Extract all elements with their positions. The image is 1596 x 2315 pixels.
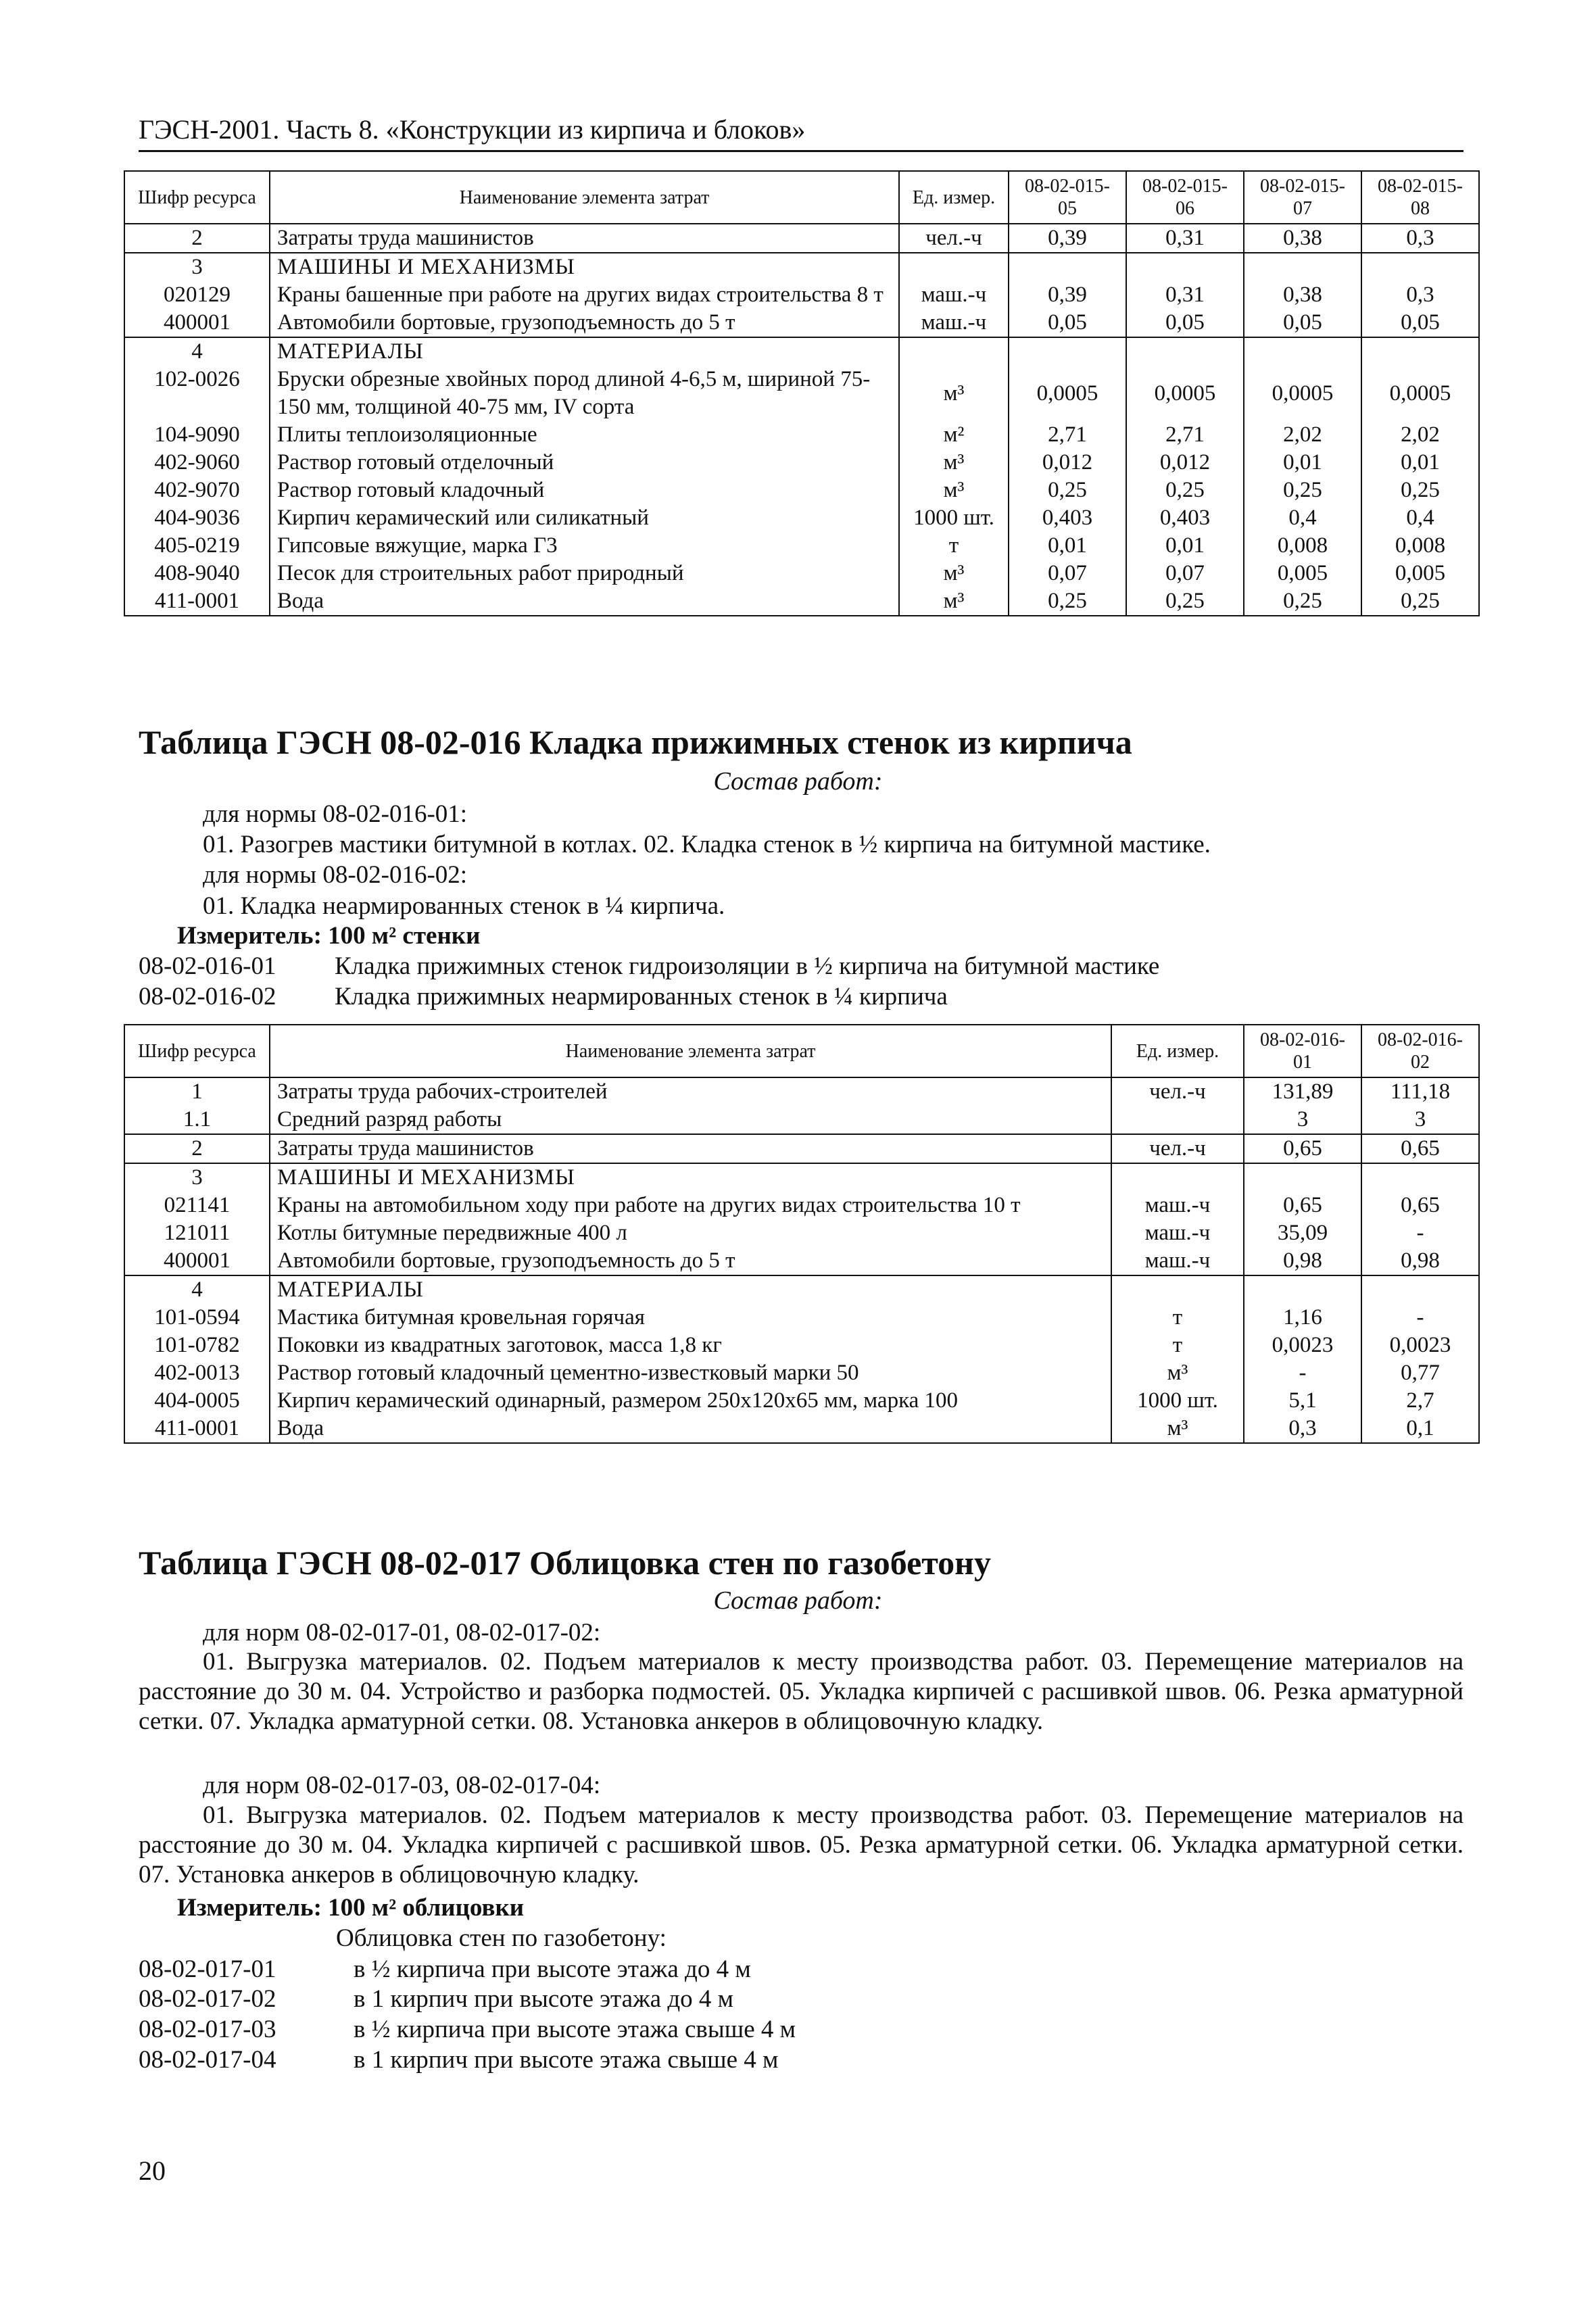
row-value: 2,7 bbox=[1361, 1387, 1479, 1415]
row-code: 411-0001 bbox=[124, 1415, 270, 1443]
norm-text: в ½ кирпича при высоте этажа до 4 м bbox=[354, 1955, 751, 1983]
row-unit bbox=[1111, 1275, 1244, 1304]
row-value: 0,008 bbox=[1361, 532, 1479, 560]
work-description bbox=[139, 1647, 1464, 1736]
row-value: 0,65 bbox=[1361, 1192, 1479, 1219]
row-value: 0,3 bbox=[1361, 281, 1479, 309]
header-col: 08-02-015-06 bbox=[1126, 171, 1244, 224]
row-value: 111,18 bbox=[1361, 1077, 1479, 1106]
row-name: Кирпич керамический одинарный, размером 250x120x65 мм, марка 100 bbox=[270, 1387, 1111, 1415]
norm-text: в ½ кирпича при высоте этажа свыше 4 м bbox=[354, 2016, 796, 2043]
row-value: 0,25 bbox=[1244, 587, 1361, 616]
row-code: 404-9036 bbox=[124, 504, 270, 532]
row-name: Краны на автомобильном ходу при работе на других видах строительства 10 т bbox=[270, 1192, 1111, 1219]
group-heading: МАШИНЫ И МЕХАНИЗМЫ bbox=[270, 253, 899, 281]
row-value: 0,25 bbox=[1009, 477, 1126, 504]
row-name: Затраты труда рабочих-строителей bbox=[270, 1077, 1111, 1106]
header-unit: Ед. измер. bbox=[1111, 1025, 1244, 1077]
row-unit: маш.-ч bbox=[1111, 1247, 1244, 1275]
table-row bbox=[124, 449, 1479, 477]
row-value bbox=[1244, 253, 1361, 281]
table-row bbox=[124, 1359, 1479, 1387]
row-unit: т bbox=[1111, 1304, 1244, 1332]
row-code: 020129 bbox=[124, 281, 270, 309]
norm-item bbox=[139, 1954, 751, 1984]
norm-item bbox=[139, 2045, 778, 2075]
row-value: 0,403 bbox=[1009, 504, 1126, 532]
row-name: Мастика битумная кровельная горячая bbox=[270, 1304, 1111, 1332]
row-code: 405-0219 bbox=[124, 532, 270, 560]
row-value: 131,89 bbox=[1244, 1077, 1361, 1106]
work-composition-label: Состав работ: bbox=[713, 1586, 883, 1615]
page-number: 20 bbox=[139, 2155, 166, 2186]
row-code: 400001 bbox=[124, 1247, 270, 1275]
norm-item bbox=[139, 981, 948, 1012]
row-name: Затраты труда машинистов bbox=[270, 1134, 1111, 1163]
row-unit: чел.-ч bbox=[899, 224, 1009, 253]
row-name: Котлы битумные передвижные 400 л bbox=[270, 1219, 1111, 1247]
norm-text: в 1 кирпич при высоте этажа свыше 4 м bbox=[354, 2046, 779, 2074]
table-header-row bbox=[124, 171, 1479, 224]
norm-item bbox=[139, 1984, 733, 2014]
row-value: 0,25 bbox=[1126, 587, 1244, 616]
header-name: Наименование элемента затрат bbox=[270, 171, 899, 224]
group-heading: МАТЕРИАЛЫ bbox=[270, 337, 899, 366]
table-row bbox=[124, 1106, 1479, 1134]
work-description: 01. Разогрев мастики битумной в котлах. 02. Кладка стенок в ½ кирпича на битумной мастике. bbox=[203, 831, 1211, 858]
norm-text: Кладка прижимных стенок гидроизоляции в ½ кирпича на битумной мастике bbox=[335, 952, 1160, 980]
table-header-row bbox=[124, 1025, 1479, 1077]
row-unit: м³ bbox=[1111, 1415, 1244, 1443]
row-value: 0,01 bbox=[1361, 449, 1479, 477]
row-value: 0,65 bbox=[1244, 1134, 1361, 1163]
row-code: 121011 bbox=[124, 1219, 270, 1247]
row-value: 0,31 bbox=[1126, 281, 1244, 309]
norm-label: для нормы 08-02-016-02: bbox=[203, 861, 468, 889]
table-row bbox=[124, 421, 1479, 449]
table-row bbox=[124, 1304, 1479, 1332]
row-unit: м³ bbox=[899, 587, 1009, 616]
row-unit bbox=[899, 337, 1009, 366]
row-name: Кирпич керамический или силикатный bbox=[270, 504, 899, 532]
norm-code: 08-02-016-01 bbox=[139, 952, 276, 980]
row-code: 402-9070 bbox=[124, 477, 270, 504]
row-name: Бруски обрезные хвойных пород длиной 4-6,5 м, шириной 75-150 мм, толщиной 40-75 мм, IV сорта bbox=[270, 366, 899, 421]
row-value: 0,01 bbox=[1126, 532, 1244, 560]
row-value: 0,07 bbox=[1126, 560, 1244, 587]
row-name: Гипсовые вяжущие, марка Г3 bbox=[270, 532, 899, 560]
row-name: Затраты труда машинистов bbox=[270, 224, 899, 253]
header-code: Шифр ресурса bbox=[124, 1025, 270, 1077]
row-code: 404-0005 bbox=[124, 1387, 270, 1415]
table-row bbox=[124, 1415, 1479, 1443]
header-col: 08-02-016-02 bbox=[1361, 1025, 1479, 1077]
row-value: 0,38 bbox=[1244, 224, 1361, 253]
norm-code: 08-02-017-04 bbox=[139, 2046, 276, 2074]
row-value: 0,0023 bbox=[1361, 1332, 1479, 1359]
row-name: Раствор готовый отделочный bbox=[270, 449, 899, 477]
row-unit: м² bbox=[899, 421, 1009, 449]
row-unit: т bbox=[1111, 1332, 1244, 1359]
row-code: 3 bbox=[124, 1163, 270, 1192]
table-row bbox=[124, 337, 1479, 366]
row-name: Краны башенные при работе на других видах строительства 8 т bbox=[270, 281, 899, 309]
work-composition-label: Состав работ: bbox=[713, 767, 883, 796]
row-value: 0,0005 bbox=[1126, 366, 1244, 421]
header-unit: Ед. измер. bbox=[899, 171, 1009, 224]
section-title-016: Таблица ГЭСН 08-02-016 Кладка прижимных стенок из кирпича bbox=[139, 723, 1132, 761]
row-name: Автомобили бортовые, грузоподъемность до 5 т bbox=[270, 309, 899, 337]
row-unit: маш.-ч bbox=[1111, 1192, 1244, 1219]
row-value: 0,05 bbox=[1009, 309, 1126, 337]
row-value: 0,65 bbox=[1244, 1192, 1361, 1219]
work-description: 01. Кладка неармированных стенок в ¼ кирпича. bbox=[203, 892, 725, 920]
row-unit: м³ bbox=[1111, 1359, 1244, 1387]
table-row bbox=[124, 1387, 1479, 1415]
row-value: 0,3 bbox=[1244, 1415, 1361, 1443]
table-row bbox=[124, 1163, 1479, 1192]
measure-unit: Измеритель: 100 м² стенки bbox=[177, 922, 481, 950]
table-row bbox=[124, 1275, 1479, 1304]
row-value: 0,01 bbox=[1244, 449, 1361, 477]
table-row bbox=[124, 1192, 1479, 1219]
row-value: 0,38 bbox=[1244, 281, 1361, 309]
row-value: 0,25 bbox=[1126, 477, 1244, 504]
table-row bbox=[124, 504, 1479, 532]
table-row bbox=[124, 1332, 1479, 1359]
row-value: 0,25 bbox=[1244, 477, 1361, 504]
work-text: 01. Выгрузка материалов. 02. Подъем материалов к месту производства работ. 03. Перемещение материалов на расстояние до 30 м. 04. Укладка кирпичей с расшивкой швов. 05. Резка арматурной сетки. 06. Укладка арматурной сетки. 07. Установка анкеров в облицовочную кладку. bbox=[139, 1801, 1464, 1888]
running-header: ГЭСН-2001. Часть 8. «Конструкции из кирпича и блоков» bbox=[139, 114, 1464, 152]
row-value: 0,1 bbox=[1361, 1415, 1479, 1443]
row-value: 0,0023 bbox=[1244, 1332, 1361, 1359]
row-value bbox=[1244, 337, 1361, 366]
norm-item bbox=[139, 951, 1159, 981]
row-value: 0,3 bbox=[1361, 224, 1479, 253]
resource-table-08-02-016 bbox=[124, 1024, 1480, 1444]
table-row bbox=[124, 1077, 1479, 1106]
row-value bbox=[1244, 1163, 1361, 1192]
row-unit: м³ bbox=[899, 477, 1009, 504]
row-value: 0,65 bbox=[1361, 1134, 1479, 1163]
header-name: Наименование элемента затрат bbox=[270, 1025, 1111, 1077]
row-value bbox=[1009, 337, 1126, 366]
row-value: 0,05 bbox=[1244, 309, 1361, 337]
table-row bbox=[124, 477, 1479, 504]
row-unit: маш.-ч bbox=[899, 309, 1009, 337]
row-code: 3 bbox=[124, 253, 270, 281]
header-code: Шифр ресурса bbox=[124, 171, 270, 224]
row-value: 0,0005 bbox=[1361, 366, 1479, 421]
row-value: 0,77 bbox=[1361, 1359, 1479, 1387]
row-value: 35,09 bbox=[1244, 1219, 1361, 1247]
row-value: 0,012 bbox=[1009, 449, 1126, 477]
row-value bbox=[1361, 1275, 1479, 1304]
table-row bbox=[124, 560, 1479, 587]
row-value: 0,0005 bbox=[1244, 366, 1361, 421]
table-row bbox=[124, 1134, 1479, 1163]
row-value bbox=[1126, 253, 1244, 281]
table-row bbox=[124, 281, 1479, 309]
row-value: 0,005 bbox=[1361, 560, 1479, 587]
norm-text: в 1 кирпич при высоте этажа до 4 м bbox=[354, 1985, 734, 2013]
row-value: 2,02 bbox=[1361, 421, 1479, 449]
row-value: 2,02 bbox=[1244, 421, 1361, 449]
norm-code: 08-02-017-01 bbox=[139, 1955, 276, 1983]
table-row bbox=[124, 1219, 1479, 1247]
row-value bbox=[1009, 253, 1126, 281]
row-code: 402-0013 bbox=[124, 1359, 270, 1387]
row-value: - bbox=[1361, 1219, 1479, 1247]
row-unit: т bbox=[899, 532, 1009, 560]
row-code: 2 bbox=[124, 1134, 270, 1163]
row-name: Автомобили бортовые, грузоподъемность до 5 т bbox=[270, 1247, 1111, 1275]
group-heading: МАШИНЫ И МЕХАНИЗМЫ bbox=[270, 1163, 1111, 1192]
row-code: 2 bbox=[124, 224, 270, 253]
norm-label: для нормы 08-02-016-01: bbox=[203, 800, 468, 828]
row-value: - bbox=[1361, 1304, 1479, 1332]
row-unit: 1000 шт. bbox=[1111, 1387, 1244, 1415]
norm-code: 08-02-016-02 bbox=[139, 983, 276, 1010]
row-code: 408-9040 bbox=[124, 560, 270, 587]
row-name: Раствор готовый кладочный цементно-известковый марки 50 bbox=[270, 1359, 1111, 1387]
row-code: 402-9060 bbox=[124, 449, 270, 477]
row-unit: маш.-ч bbox=[899, 281, 1009, 309]
norm-item bbox=[139, 2014, 796, 2045]
norm-text: Кладка прижимных неармированных стенок в ¼ кирпича bbox=[335, 983, 948, 1010]
row-value: 0,25 bbox=[1361, 477, 1479, 504]
row-value: 2,71 bbox=[1126, 421, 1244, 449]
table-row bbox=[124, 253, 1479, 281]
row-value: 2,71 bbox=[1009, 421, 1126, 449]
work-description bbox=[139, 1801, 1464, 1890]
row-code: 021141 bbox=[124, 1192, 270, 1219]
row-value: 0,403 bbox=[1126, 504, 1244, 532]
row-name: Вода bbox=[270, 1415, 1111, 1443]
row-name: Песок для строительных работ природный bbox=[270, 560, 899, 587]
table-row bbox=[124, 309, 1479, 337]
row-unit: маш.-ч bbox=[1111, 1219, 1244, 1247]
row-value bbox=[1126, 337, 1244, 366]
row-code: 400001 bbox=[124, 309, 270, 337]
row-name: Плиты теплоизоляционные bbox=[270, 421, 899, 449]
row-value: 3 bbox=[1361, 1106, 1479, 1134]
row-value: 0,98 bbox=[1244, 1247, 1361, 1275]
row-name: Вода bbox=[270, 587, 899, 616]
header-col: 08-02-015-08 bbox=[1361, 171, 1479, 224]
row-value bbox=[1361, 1163, 1479, 1192]
measure-unit: Измеритель: 100 м² облицовки bbox=[177, 1894, 525, 1922]
row-value bbox=[1361, 253, 1479, 281]
row-value: 0,39 bbox=[1009, 224, 1126, 253]
row-code: 104-9090 bbox=[124, 421, 270, 449]
row-unit: м³ bbox=[899, 366, 1009, 421]
row-value bbox=[1244, 1275, 1361, 1304]
row-code: 4 bbox=[124, 337, 270, 366]
norm-subheading: Облицовка стен по газобетону: bbox=[336, 1924, 667, 1952]
row-value: 1,16 bbox=[1244, 1304, 1361, 1332]
section-title-017: Таблица ГЭСН 08-02-017 Облицовка стен по газобетону bbox=[139, 1544, 991, 1582]
row-unit bbox=[1111, 1163, 1244, 1192]
row-unit: м³ bbox=[899, 560, 1009, 587]
row-unit: чел.-ч bbox=[1111, 1134, 1244, 1163]
header-col: 08-02-015-05 bbox=[1009, 171, 1126, 224]
row-value: - bbox=[1244, 1359, 1361, 1387]
row-code: 1.1 bbox=[124, 1106, 270, 1134]
row-code: 101-0594 bbox=[124, 1304, 270, 1332]
norm-code: 08-02-017-02 bbox=[139, 1985, 276, 2013]
norm-code: 08-02-017-03 bbox=[139, 2016, 276, 2043]
row-value: 0,01 bbox=[1009, 532, 1126, 560]
header-col: 08-02-016-01 bbox=[1244, 1025, 1361, 1077]
row-unit bbox=[1111, 1106, 1244, 1134]
norm-label: для норм 08-02-017-03, 08-02-017-04: bbox=[203, 1772, 601, 1799]
row-name: Средний разряд работы bbox=[270, 1106, 1111, 1134]
row-code: 101-0782 bbox=[124, 1332, 270, 1359]
row-value: 0,25 bbox=[1361, 587, 1479, 616]
norm-label: для норм 08-02-017-01, 08-02-017-02: bbox=[203, 1619, 601, 1647]
row-unit: чел.-ч bbox=[1111, 1077, 1244, 1106]
row-value: 3 bbox=[1244, 1106, 1361, 1134]
table-row bbox=[124, 1247, 1479, 1275]
table-row bbox=[124, 532, 1479, 560]
row-value: 0,07 bbox=[1009, 560, 1126, 587]
row-code: 1 bbox=[124, 1077, 270, 1106]
row-value: 0,005 bbox=[1244, 560, 1361, 587]
row-code: 4 bbox=[124, 1275, 270, 1304]
work-text: 01. Выгрузка материалов. 02. Подъем материалов к месту производства работ. 03. Перемещение материалов на расстояние до 30 м. 04. Устройство и разборка подмостей. 05. Укладка кирпичей с расшивкой швов. 06. Резка арматурной сетки. 07. Укладка арматурной сетки. 08. Установка анкеров в облицовочную кладку. bbox=[139, 1648, 1464, 1735]
row-name: Поковки из квадратных заготовок, масса 1,8 кг bbox=[270, 1332, 1111, 1359]
header-col: 08-02-015-07 bbox=[1244, 171, 1361, 224]
row-unit: 1000 шт. bbox=[899, 504, 1009, 532]
row-name: Раствор готовый кладочный bbox=[270, 477, 899, 504]
row-unit: м³ bbox=[899, 449, 1009, 477]
row-value: 0,05 bbox=[1361, 309, 1479, 337]
table-row bbox=[124, 224, 1479, 253]
row-value: 0,4 bbox=[1361, 504, 1479, 532]
row-value: 0,012 bbox=[1126, 449, 1244, 477]
row-code: 411-0001 bbox=[124, 587, 270, 616]
row-value: 0,4 bbox=[1244, 504, 1361, 532]
row-code: 102-0026 bbox=[124, 366, 270, 421]
row-value: 0,0005 bbox=[1009, 366, 1126, 421]
row-value: 0,008 bbox=[1244, 532, 1361, 560]
row-value: 0,39 bbox=[1009, 281, 1126, 309]
row-value: 0,25 bbox=[1009, 587, 1126, 616]
row-value: 5,1 bbox=[1244, 1387, 1361, 1415]
row-value: 0,05 bbox=[1126, 309, 1244, 337]
row-unit bbox=[899, 253, 1009, 281]
resource-table-08-02-015 bbox=[124, 170, 1480, 616]
row-value: 0,31 bbox=[1126, 224, 1244, 253]
group-heading: МАТЕРИАЛЫ bbox=[270, 1275, 1111, 1304]
table-row bbox=[124, 587, 1479, 616]
row-value bbox=[1361, 337, 1479, 366]
row-value: 0,98 bbox=[1361, 1247, 1479, 1275]
table-row bbox=[124, 366, 1479, 421]
